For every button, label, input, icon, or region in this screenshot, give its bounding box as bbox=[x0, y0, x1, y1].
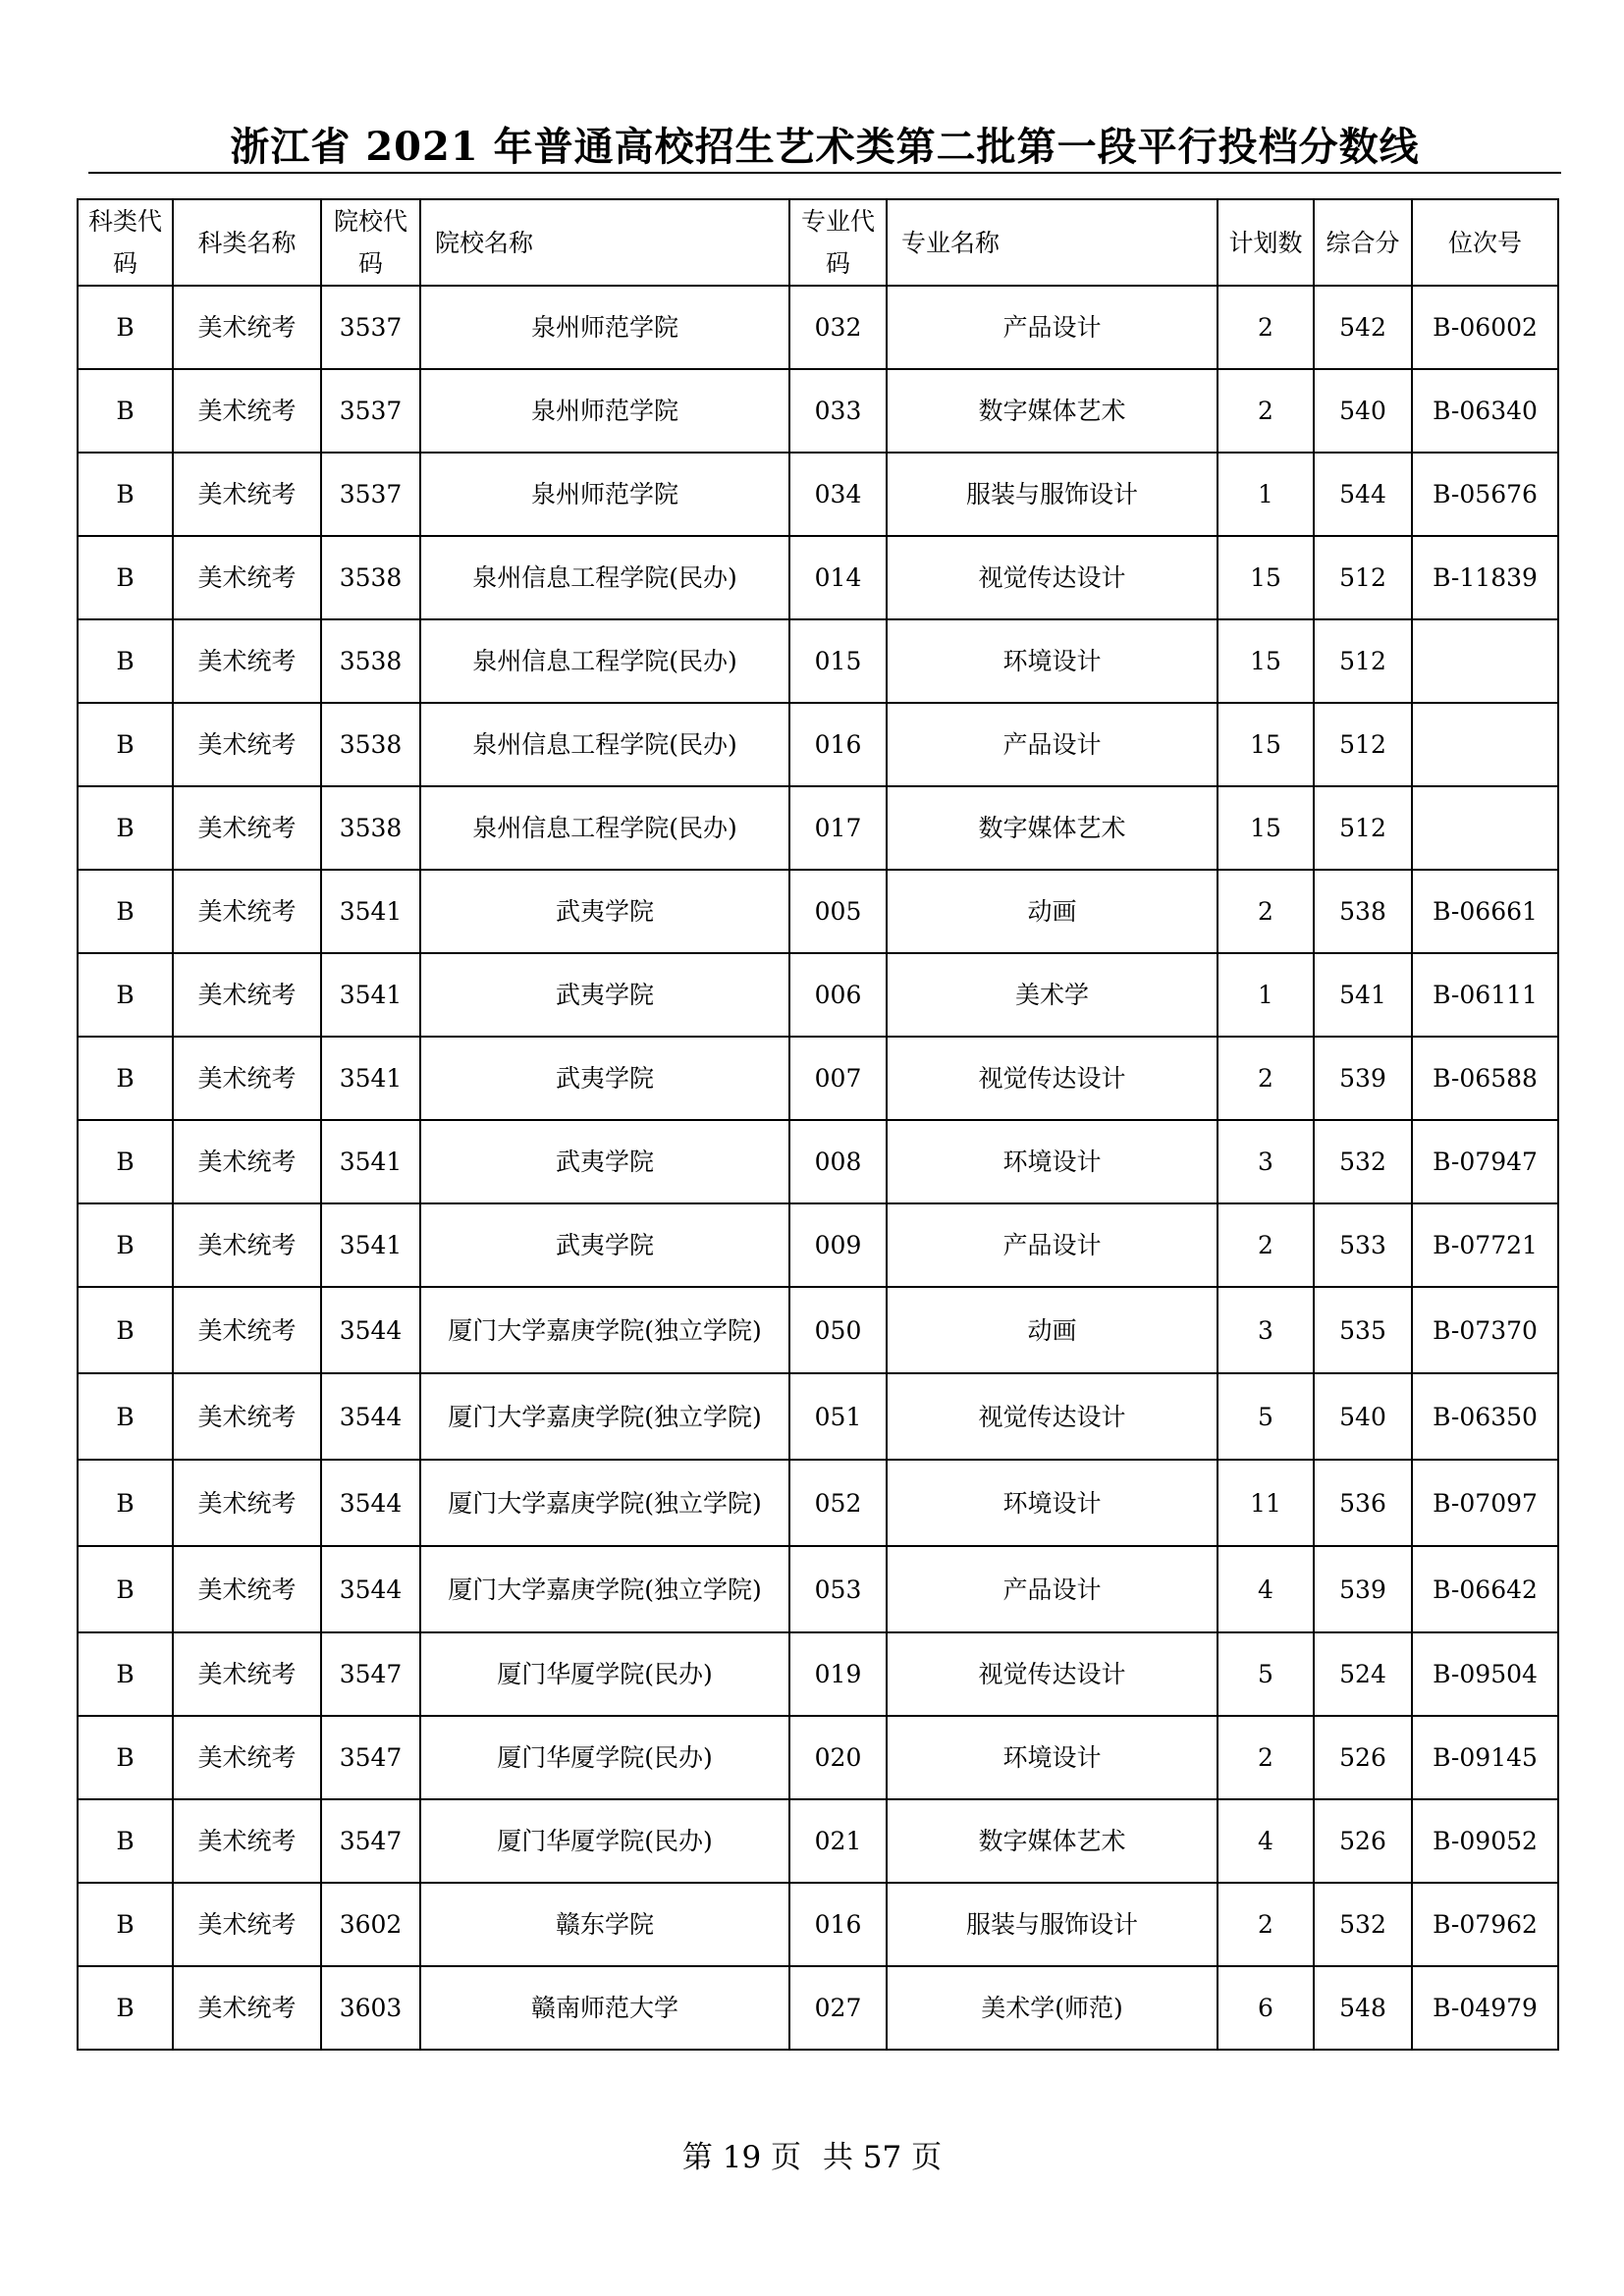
subject-code-cell: B bbox=[78, 870, 173, 953]
major-name-cell: 美术学 bbox=[887, 953, 1218, 1037]
subject-name-cell: 美术统考 bbox=[173, 1373, 321, 1460]
subject-code-cell: B bbox=[78, 1203, 173, 1287]
plan-count-cell: 1 bbox=[1218, 953, 1314, 1037]
college-name-cell: 赣南师范大学 bbox=[420, 1966, 789, 2050]
composite-score-cell: 512 bbox=[1314, 786, 1412, 870]
subject-name-cell: 美术统考 bbox=[173, 453, 321, 536]
table-row bbox=[78, 1546, 1558, 1632]
plan-count-cell: 4 bbox=[1218, 1799, 1314, 1883]
subject-name-cell: 美术统考 bbox=[173, 619, 321, 703]
plan-count-cell: 3 bbox=[1218, 1287, 1314, 1373]
major-name-cell: 数字媒体艺术 bbox=[887, 786, 1218, 870]
college-name-cell: 武夷学院 bbox=[420, 1037, 789, 1120]
rank-cell: B-09145 bbox=[1412, 1716, 1558, 1799]
college-code-cell: 3541 bbox=[321, 953, 420, 1037]
subject-name-cell: 美术统考 bbox=[173, 870, 321, 953]
major-code-cell: 034 bbox=[789, 453, 887, 536]
college-code-cell: 3538 bbox=[321, 536, 420, 619]
subject-name-cell: 美术统考 bbox=[173, 1966, 321, 2050]
subject-code-cell: B bbox=[78, 1716, 173, 1799]
table-row bbox=[78, 453, 1558, 536]
subject-name-cell: 美术统考 bbox=[173, 1716, 321, 1799]
plan-count-cell: 2 bbox=[1218, 369, 1314, 453]
major-code-cell: 021 bbox=[789, 1799, 887, 1883]
major-name-cell: 服装与服饰设计 bbox=[887, 453, 1218, 536]
table-row bbox=[78, 1203, 1558, 1287]
subject-code-cell: B bbox=[78, 1546, 173, 1632]
college-code-cell: 3602 bbox=[321, 1883, 420, 1966]
table-row bbox=[78, 1883, 1558, 1966]
college-code-cell: 3544 bbox=[321, 1287, 420, 1373]
plan-count-cell: 15 bbox=[1218, 703, 1314, 786]
subject-code-cell: B bbox=[78, 1120, 173, 1203]
plan-count-cell: 2 bbox=[1218, 870, 1314, 953]
college-code-cell: 3541 bbox=[321, 1203, 420, 1287]
plan-count-cell: 11 bbox=[1218, 1460, 1314, 1546]
major-name-cell: 视觉传达设计 bbox=[887, 1037, 1218, 1120]
major-code-cell: 052 bbox=[789, 1460, 887, 1546]
title-underline bbox=[88, 172, 1561, 174]
major-name-cell: 服装与服饰设计 bbox=[887, 1883, 1218, 1966]
college-code-cell: 3547 bbox=[321, 1799, 420, 1883]
major-name-cell: 视觉传达设计 bbox=[887, 1632, 1218, 1716]
college-code-cell: 3547 bbox=[321, 1632, 420, 1716]
college-name-cell: 泉州信息工程学院(民办) bbox=[420, 536, 789, 619]
subject-code-cell: B bbox=[78, 453, 173, 536]
major-code-cell: 020 bbox=[789, 1716, 887, 1799]
plan-count-cell: 5 bbox=[1218, 1632, 1314, 1716]
rank-cell: B-09052 bbox=[1412, 1799, 1558, 1883]
major-code-cell: 051 bbox=[789, 1373, 887, 1460]
page-footer bbox=[0, 2132, 1624, 2176]
composite-score-cell: 538 bbox=[1314, 870, 1412, 953]
major-name-cell: 数字媒体艺术 bbox=[887, 1799, 1218, 1883]
page-total: 共 57 页 bbox=[822, 2140, 943, 2175]
college-code-cell: 3544 bbox=[321, 1460, 420, 1546]
major-name-cell: 动画 bbox=[887, 870, 1218, 953]
table-row bbox=[78, 1632, 1558, 1716]
admission-score-table bbox=[77, 198, 1559, 2051]
subject-name-cell: 美术统考 bbox=[173, 369, 321, 453]
major-code-cell: 017 bbox=[789, 786, 887, 870]
composite-score-cell: 548 bbox=[1314, 1966, 1412, 2050]
college-code-cell: 3537 bbox=[321, 286, 420, 369]
composite-score-cell: 542 bbox=[1314, 286, 1412, 369]
subject-name-cell: 美术统考 bbox=[173, 536, 321, 619]
major-code-cell: 032 bbox=[789, 286, 887, 369]
subject-code-cell: B bbox=[78, 703, 173, 786]
table-row bbox=[78, 1373, 1558, 1460]
plan-count-cell: 15 bbox=[1218, 786, 1314, 870]
rank-cell bbox=[1412, 703, 1558, 786]
college-code-cell: 3541 bbox=[321, 870, 420, 953]
college-name-cell: 泉州师范学院 bbox=[420, 453, 789, 536]
major-name-cell: 产品设计 bbox=[887, 1546, 1218, 1632]
composite-score-cell: 512 bbox=[1314, 536, 1412, 619]
subject-code-cell: B bbox=[78, 1373, 173, 1460]
major-code-cell: 006 bbox=[789, 953, 887, 1037]
college-name-cell: 厦门华厦学院(民办) bbox=[420, 1716, 789, 1799]
subject-code-cell: B bbox=[78, 786, 173, 870]
plan-count-cell: 4 bbox=[1218, 1546, 1314, 1632]
major-name-cell: 产品设计 bbox=[887, 703, 1218, 786]
major-name-cell: 产品设计 bbox=[887, 1203, 1218, 1287]
major-code-cell: 009 bbox=[789, 1203, 887, 1287]
major-name-cell: 美术学(师范) bbox=[887, 1966, 1218, 2050]
plan-count-cell: 15 bbox=[1218, 619, 1314, 703]
subject-code-cell: B bbox=[78, 619, 173, 703]
table-row bbox=[78, 369, 1558, 453]
major-name-cell: 动画 bbox=[887, 1287, 1218, 1373]
subject-name-cell: 美术统考 bbox=[173, 703, 321, 786]
plan-count-cell: 5 bbox=[1218, 1373, 1314, 1460]
page-title: 浙江省 2021 年普通高校招生艺术类第二批第一段平行投档分数线 bbox=[230, 124, 1420, 170]
college-name-cell: 厦门大学嘉庚学院(独立学院) bbox=[420, 1287, 789, 1373]
rank-cell: B-06350 bbox=[1412, 1373, 1558, 1460]
composite-score-cell: 532 bbox=[1314, 1883, 1412, 1966]
rank-cell: B-09504 bbox=[1412, 1632, 1558, 1716]
rank-cell: B-06111 bbox=[1412, 953, 1558, 1037]
subject-name-cell: 美术统考 bbox=[173, 1037, 321, 1120]
subject-code-cell: B bbox=[78, 1632, 173, 1716]
rank-cell: B-05676 bbox=[1412, 453, 1558, 536]
college-name-cell: 泉州师范学院 bbox=[420, 286, 789, 369]
header-college-name: 院校名称 bbox=[420, 199, 789, 286]
plan-count-cell: 2 bbox=[1218, 286, 1314, 369]
table-row bbox=[78, 1966, 1558, 2050]
plan-count-cell: 15 bbox=[1218, 536, 1314, 619]
subject-name-cell: 美术统考 bbox=[173, 1120, 321, 1203]
college-name-cell: 厦门大学嘉庚学院(独立学院) bbox=[420, 1546, 789, 1632]
major-code-cell: 019 bbox=[789, 1632, 887, 1716]
composite-score-cell: 544 bbox=[1314, 453, 1412, 536]
subject-code-cell: B bbox=[78, 1799, 173, 1883]
composite-score-cell: 540 bbox=[1314, 369, 1412, 453]
rank-cell: B-07947 bbox=[1412, 1120, 1558, 1203]
college-name-cell: 武夷学院 bbox=[420, 1120, 789, 1203]
rank-cell: B-07962 bbox=[1412, 1883, 1558, 1966]
major-code-cell: 008 bbox=[789, 1120, 887, 1203]
table-row bbox=[78, 786, 1558, 870]
header-subject-code: 科类代码 bbox=[78, 199, 173, 286]
composite-score-cell: 536 bbox=[1314, 1460, 1412, 1546]
rank-cell: B-06588 bbox=[1412, 1037, 1558, 1120]
major-name-cell: 环境设计 bbox=[887, 1460, 1218, 1546]
college-code-cell: 3537 bbox=[321, 453, 420, 536]
subject-code-cell: B bbox=[78, 369, 173, 453]
subject-code-cell: B bbox=[78, 536, 173, 619]
header-major-code: 专业代码 bbox=[789, 199, 887, 286]
college-name-cell: 泉州信息工程学院(民办) bbox=[420, 703, 789, 786]
major-code-cell: 033 bbox=[789, 369, 887, 453]
table-row bbox=[78, 1120, 1558, 1203]
major-code-cell: 015 bbox=[789, 619, 887, 703]
table-row bbox=[78, 1460, 1558, 1546]
table-row bbox=[78, 1716, 1558, 1799]
major-code-cell: 014 bbox=[789, 536, 887, 619]
plan-count-cell: 2 bbox=[1218, 1716, 1314, 1799]
subject-name-cell: 美术统考 bbox=[173, 786, 321, 870]
college-code-cell: 3537 bbox=[321, 369, 420, 453]
college-code-cell: 3538 bbox=[321, 703, 420, 786]
composite-score-cell: 532 bbox=[1314, 1120, 1412, 1203]
major-name-cell: 视觉传达设计 bbox=[887, 536, 1218, 619]
major-code-cell: 050 bbox=[789, 1287, 887, 1373]
college-name-cell: 武夷学院 bbox=[420, 870, 789, 953]
college-name-cell: 厦门华厦学院(民办) bbox=[420, 1799, 789, 1883]
college-name-cell: 泉州信息工程学院(民办) bbox=[420, 786, 789, 870]
rank-cell: B-06642 bbox=[1412, 1546, 1558, 1632]
rank-cell: B-06340 bbox=[1412, 369, 1558, 453]
table-body bbox=[78, 286, 1558, 2050]
composite-score-cell: 539 bbox=[1314, 1546, 1412, 1632]
college-name-cell: 厦门大学嘉庚学院(独立学院) bbox=[420, 1460, 789, 1546]
plan-count-cell: 3 bbox=[1218, 1120, 1314, 1203]
page-number: 第 19 页 bbox=[681, 2140, 802, 2175]
college-name-cell: 厦门大学嘉庚学院(独立学院) bbox=[420, 1373, 789, 1460]
table-row bbox=[78, 536, 1558, 619]
composite-score-cell: 541 bbox=[1314, 953, 1412, 1037]
rank-cell: B-07370 bbox=[1412, 1287, 1558, 1373]
college-code-cell: 3547 bbox=[321, 1716, 420, 1799]
table-row bbox=[78, 703, 1558, 786]
table-row bbox=[78, 286, 1558, 369]
composite-score-cell: 535 bbox=[1314, 1287, 1412, 1373]
major-code-cell: 027 bbox=[789, 1966, 887, 2050]
major-name-cell: 环境设计 bbox=[887, 1716, 1218, 1799]
rank-cell: B-04979 bbox=[1412, 1966, 1558, 2050]
major-name-cell: 环境设计 bbox=[887, 1120, 1218, 1203]
header-rank: 位次号 bbox=[1412, 199, 1558, 286]
subject-code-cell: B bbox=[78, 1966, 173, 2050]
header-plan: 计划数 bbox=[1218, 199, 1314, 286]
composite-score-cell: 524 bbox=[1314, 1632, 1412, 1716]
composite-score-cell: 526 bbox=[1314, 1799, 1412, 1883]
subject-name-cell: 美术统考 bbox=[173, 1546, 321, 1632]
college-name-cell: 泉州师范学院 bbox=[420, 369, 789, 453]
major-name-cell: 产品设计 bbox=[887, 286, 1218, 369]
subject-name-cell: 美术统考 bbox=[173, 1883, 321, 1966]
major-code-cell: 016 bbox=[789, 1883, 887, 1966]
table-row bbox=[78, 870, 1558, 953]
table-row bbox=[78, 1037, 1558, 1120]
table-row bbox=[78, 1287, 1558, 1373]
composite-score-cell: 512 bbox=[1314, 619, 1412, 703]
header-major-name: 专业名称 bbox=[887, 199, 1218, 286]
subject-name-cell: 美术统考 bbox=[173, 1287, 321, 1373]
table-header-row bbox=[78, 199, 1558, 286]
college-code-cell: 3541 bbox=[321, 1120, 420, 1203]
major-name-cell: 环境设计 bbox=[887, 619, 1218, 703]
college-name-cell: 厦门华厦学院(民办) bbox=[420, 1632, 789, 1716]
college-name-cell: 武夷学院 bbox=[420, 953, 789, 1037]
subject-name-cell: 美术统考 bbox=[173, 1632, 321, 1716]
table-row bbox=[78, 1799, 1558, 1883]
rank-cell: B-07721 bbox=[1412, 1203, 1558, 1287]
college-name-cell: 武夷学院 bbox=[420, 1203, 789, 1287]
subject-code-cell: B bbox=[78, 1883, 173, 1966]
rank-cell: B-06661 bbox=[1412, 870, 1558, 953]
major-code-cell: 016 bbox=[789, 703, 887, 786]
composite-score-cell: 533 bbox=[1314, 1203, 1412, 1287]
composite-score-cell: 540 bbox=[1314, 1373, 1412, 1460]
rank-cell bbox=[1412, 786, 1558, 870]
composite-score-cell: 526 bbox=[1314, 1716, 1412, 1799]
subject-name-cell: 美术统考 bbox=[173, 286, 321, 369]
college-code-cell: 3538 bbox=[321, 786, 420, 870]
college-code-cell: 3544 bbox=[321, 1373, 420, 1460]
subject-code-cell: B bbox=[78, 953, 173, 1037]
subject-name-cell: 美术统考 bbox=[173, 1460, 321, 1546]
header-subject-name: 科类名称 bbox=[173, 199, 321, 286]
college-code-cell: 3603 bbox=[321, 1966, 420, 2050]
rank-cell: B-11839 bbox=[1412, 536, 1558, 619]
major-code-cell: 005 bbox=[789, 870, 887, 953]
subject-name-cell: 美术统考 bbox=[173, 1203, 321, 1287]
table-row bbox=[78, 619, 1558, 703]
plan-count-cell: 6 bbox=[1218, 1966, 1314, 2050]
subject-code-cell: B bbox=[78, 286, 173, 369]
table-row bbox=[78, 953, 1558, 1037]
rank-cell bbox=[1412, 619, 1558, 703]
major-code-cell: 007 bbox=[789, 1037, 887, 1120]
plan-count-cell: 2 bbox=[1218, 1203, 1314, 1287]
subject-name-cell: 美术统考 bbox=[173, 953, 321, 1037]
composite-score-cell: 512 bbox=[1314, 703, 1412, 786]
header-college-code: 院校代码 bbox=[321, 199, 420, 286]
college-code-cell: 3541 bbox=[321, 1037, 420, 1120]
composite-score-cell: 539 bbox=[1314, 1037, 1412, 1120]
rank-cell: B-07097 bbox=[1412, 1460, 1558, 1546]
subject-code-cell: B bbox=[78, 1460, 173, 1546]
major-name-cell: 视觉传达设计 bbox=[887, 1373, 1218, 1460]
subject-code-cell: B bbox=[78, 1037, 173, 1120]
rank-cell: B-06002 bbox=[1412, 286, 1558, 369]
plan-count-cell: 1 bbox=[1218, 453, 1314, 536]
college-name-cell: 赣东学院 bbox=[420, 1883, 789, 1966]
major-name-cell: 数字媒体艺术 bbox=[887, 369, 1218, 453]
header-score: 综合分 bbox=[1314, 199, 1412, 286]
college-code-cell: 3538 bbox=[321, 619, 420, 703]
major-code-cell: 053 bbox=[789, 1546, 887, 1632]
college-code-cell: 3544 bbox=[321, 1546, 420, 1632]
college-name-cell: 泉州信息工程学院(民办) bbox=[420, 619, 789, 703]
plan-count-cell: 2 bbox=[1218, 1037, 1314, 1120]
subject-name-cell: 美术统考 bbox=[173, 1799, 321, 1883]
subject-code-cell: B bbox=[78, 1287, 173, 1373]
plan-count-cell: 2 bbox=[1218, 1883, 1314, 1966]
